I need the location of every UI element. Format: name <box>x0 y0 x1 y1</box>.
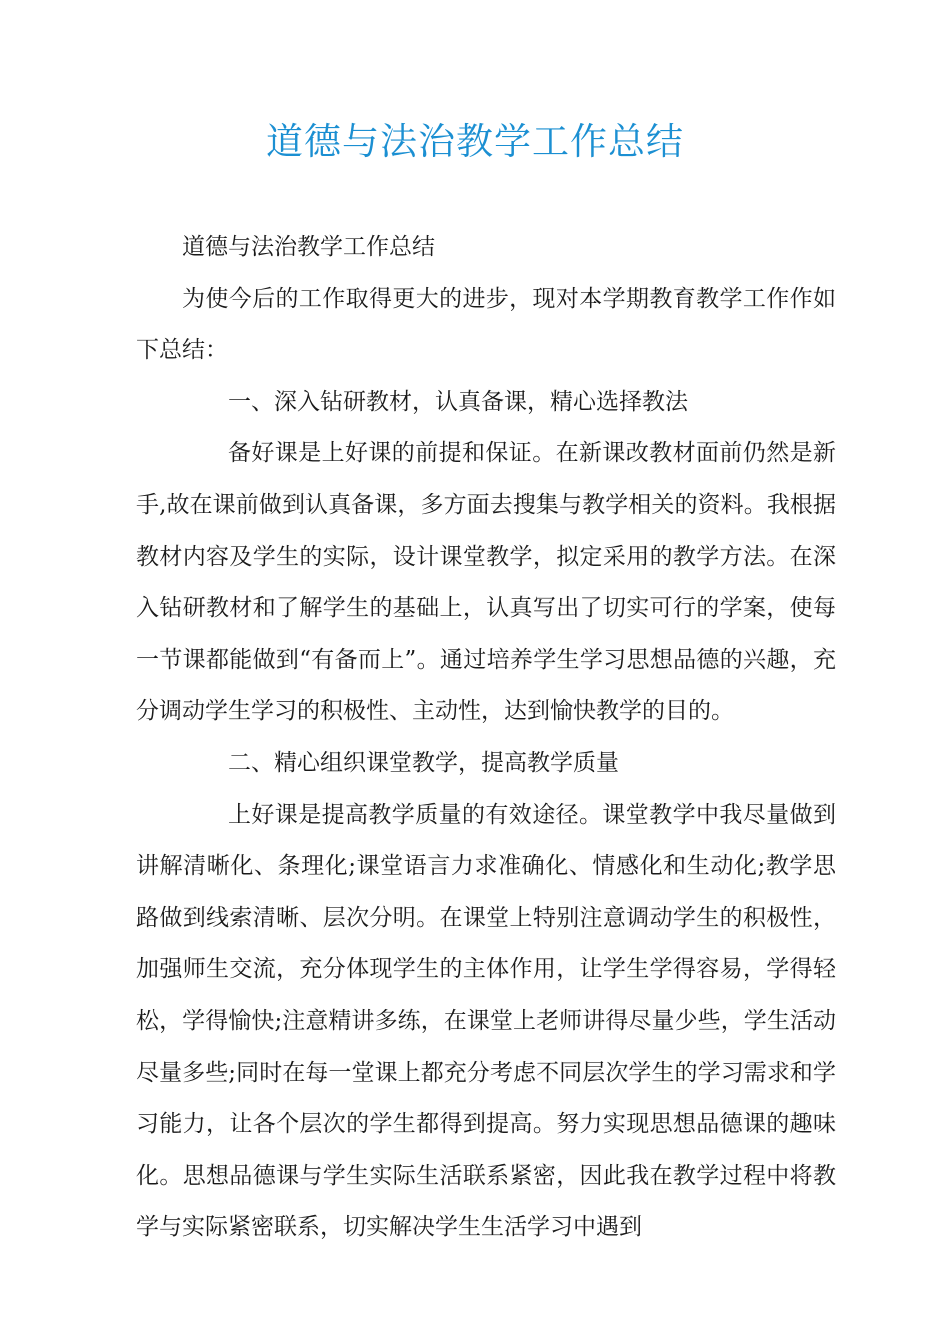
body-heading: 道德与法治教学工作总结 <box>182 234 435 260</box>
section-1-paragraph: 备好课是上好课的前提和保证。在新课改教材面前仍然是新手,故在课前做到认真备课，多方面去搜集与教学相关的资料。我根据教材内容及学生的实际，设计课堂教学，拟定采用的教学方法。在深入钻研教材和了解学生的基础上，认真写出了切实可行的学案，使每一节课都能做到“有备而上”。通过培养学生学习思想品德的兴趣，充分调动学生学习的积极性、主动性，达到愉快教学的目的。 <box>136 440 836 725</box>
section-heading-1: 一、深入钻研教材，认真备课，精心选择教法 <box>228 388 688 415</box>
section-heading-2: 二、精心组织课堂教学，提高教学质量 <box>228 749 619 776</box>
document-body <box>136 222 836 1254</box>
section-2-paragraph: 上好课是提高教学质量的有效途径。课堂教学中我尽量做到讲解清晰化、条理化;课堂语言力求准确化、情感化和生动化;教学思路做到线索清晰、层次分明。在课堂上特别注意调动学生的积极性，加强师生交流，充分体现学生的主体作用，让学生学得容易，学得轻松，学得愉快;注意精讲多练，在课堂上老师讲得尽量少些，学生活动尽量多些;同时在每一堂课上都充分考虑不同层次学生的学习需求和学习能力，让各个层次的学生都得到提高。努力实现思想品德课的趣味化。思想品德课与学生实际生活联系紧密，因此我在教学过程中将教学与实际紧密联系，切实解决学生生活学习中遇到 <box>136 801 836 1241</box>
document-title: 道德与法治教学工作总结 <box>266 120 684 163</box>
intro-paragraph: 为使今后的工作取得更大的进步，现对本学期教育教学工作作如下总结： <box>136 285 836 364</box>
